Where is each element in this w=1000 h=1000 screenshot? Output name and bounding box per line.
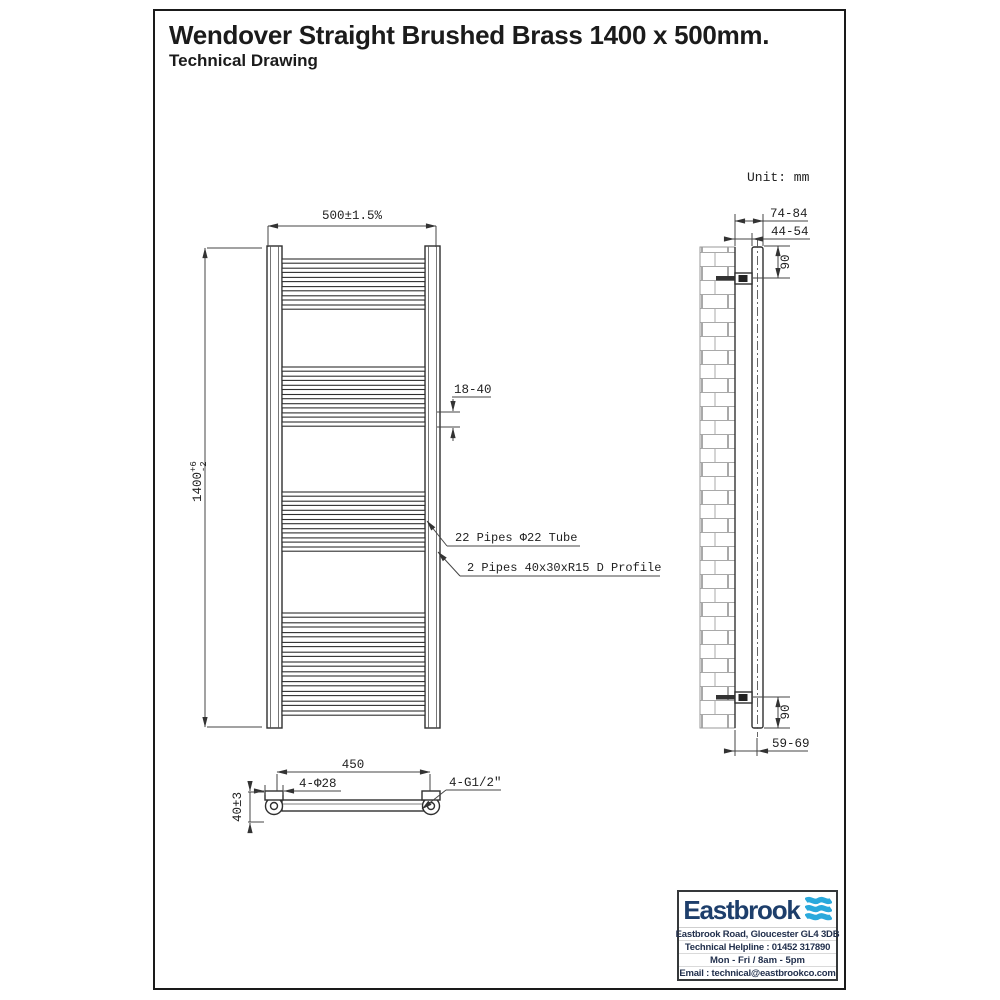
left-valve-body: [265, 791, 283, 800]
depth-dim-label: 40±3: [231, 791, 245, 823]
radiator-rung: [282, 623, 425, 627]
radiator-rung: [282, 682, 425, 686]
dimension-depth: [231, 781, 264, 833]
bracket-bottom-label: 90: [779, 704, 793, 720]
brand-waves-icon: [805, 896, 832, 923]
radiator-rung: [282, 538, 425, 542]
title-block: [169, 20, 769, 71]
brand-helpline: Technical Helpline : 01452 317890: [679, 941, 836, 954]
annotation-profile: [438, 552, 661, 576]
dimension-wall-to-centre: [724, 730, 810, 756]
wall: [700, 247, 735, 728]
radiator-rung: [282, 613, 425, 617]
radiator-rung: [282, 672, 425, 676]
dimension-wall-to-back: [724, 225, 810, 246]
dimension-pipe-gap: [437, 383, 492, 441]
radiator-rung: [282, 367, 425, 371]
left-vertical-tube: [267, 246, 282, 728]
dimension-width: [268, 209, 436, 247]
brand-logo-text: Eastbrook: [683, 894, 800, 925]
radiator-rung: [282, 277, 425, 281]
radiator-rung: [282, 547, 425, 551]
thread-dim-label: 4-G1/2″: [449, 776, 502, 790]
dimension-height: [189, 248, 262, 727]
radiator-rung: [282, 691, 425, 695]
wall-to-centre-label: 59-69: [772, 737, 810, 751]
radiator-rung: [282, 642, 425, 646]
radiator-rung: [282, 701, 425, 705]
wall-to-back-label: 44-54: [771, 225, 809, 239]
pipe-gap-label: 18-40: [454, 383, 492, 397]
unit-label: Unit: mm: [747, 170, 810, 185]
radiator-rung: [282, 520, 425, 524]
brand-box: [677, 890, 838, 981]
drawing-frame: [154, 10, 845, 989]
brand-hours: Mon - Fri / 8am - 5pm: [679, 954, 836, 967]
page-title: Wendover Straight Brushed Brass 1400 x 500mm.: [169, 20, 770, 50]
side-view: [700, 170, 810, 756]
front-view: [189, 209, 661, 728]
annotation-pipes-label: 22 Pipes Φ22 Tube: [455, 531, 578, 545]
annotation-pipes: [427, 521, 580, 546]
width-dim-label: 500±1.5%: [321, 209, 383, 223]
radiator-rung: [282, 404, 425, 408]
brand-address: Eastbrook Road, Gloucester GL4 3DB: [675, 928, 840, 940]
height-dim-label: $1400^{+6}-2$: [189, 461, 209, 502]
radiator-rung: [282, 501, 425, 505]
radiator-rung: [282, 268, 425, 272]
radiator-rung: [282, 422, 425, 426]
brand-email: Email : technical@eastbrookco.com: [679, 967, 836, 979]
bottom-view: [231, 758, 502, 833]
radiator-rung: [282, 492, 425, 496]
radiator-rung: [282, 376, 425, 380]
wall-to-front-label: 74-84: [770, 207, 808, 221]
radiator-rung: [282, 529, 425, 533]
holes-dim-label: 4-Φ28: [299, 777, 337, 791]
radiator-rung: [282, 633, 425, 637]
radiator-rung: [282, 305, 425, 309]
radiator-rung: [282, 510, 425, 514]
radiator-rung: [282, 385, 425, 389]
radiator-rungs: [282, 259, 425, 715]
radiator-rung: [282, 413, 425, 417]
annotation-profile-label: 2 Pipes 40x30xR15 D Profile: [467, 561, 662, 575]
left-connector-inner: [271, 803, 278, 810]
radiator-rung: [282, 287, 425, 291]
radiator-rung: [282, 395, 425, 399]
radiator-rung: [282, 259, 425, 263]
radiator-rung: [282, 662, 425, 666]
brand-logo-row: [679, 892, 836, 928]
centres-dim-label: 450: [341, 758, 365, 772]
bottom-bar: [282, 800, 424, 811]
radiator-rung: [282, 711, 425, 715]
radiator-rung: [282, 296, 425, 300]
right-vertical-tube: [425, 246, 440, 728]
right-valve-body: [422, 791, 440, 800]
page-subtitle: Technical Drawing: [169, 51, 318, 70]
radiator-rung: [282, 652, 425, 656]
bracket-top-label: 90: [779, 254, 793, 270]
